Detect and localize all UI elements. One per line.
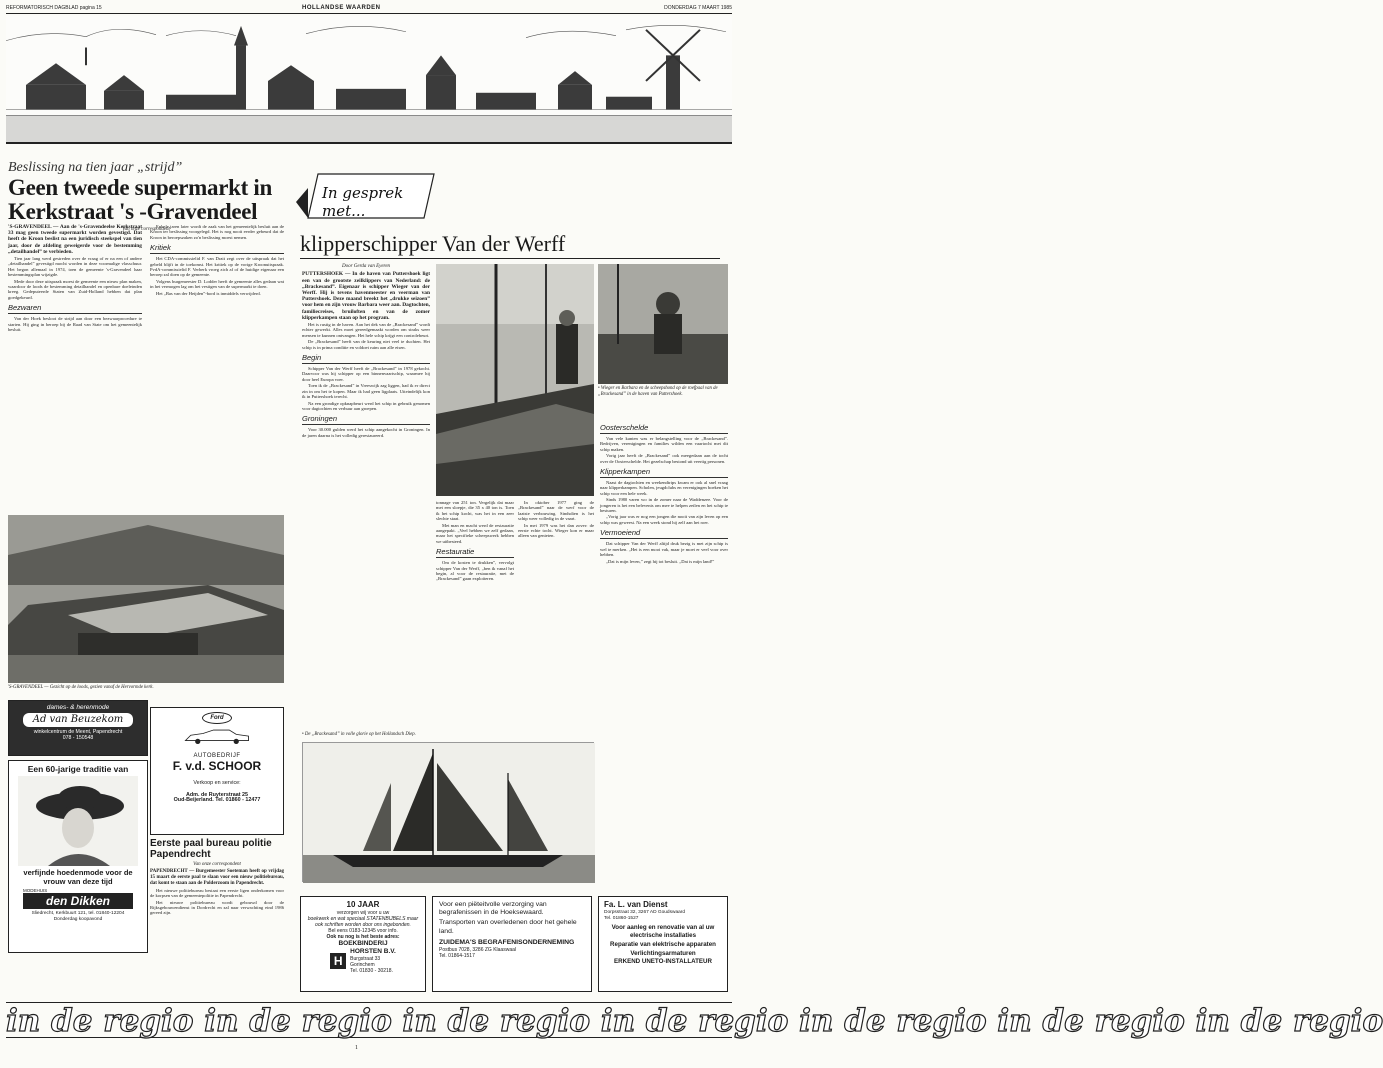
loods-photo-image [8, 515, 284, 683]
ad-line: Verlichtingsarmaturen [630, 950, 696, 958]
ad-logo: den Dikken [23, 893, 133, 909]
badge-text: In gesprek met... [322, 184, 404, 220]
article2-headline: klipperschipper Van der Werff [300, 231, 566, 256]
article1-col1 [8, 224, 142, 333]
article-paragraph: Sinds 1980 varen wo in de zomer naar de Waddenzee. Voor de jongeren is het een belevenis om mee te helpen zeilen en het schip te besturen. [600, 497, 728, 514]
photo-caption: 'S-GRAVENDEEL — Gezicht op de loods, gezien vanaf de Hervormde kerk. [8, 685, 154, 690]
article-paragraph: Het nieuwe politiebureau wordt gebouwd door de Rijksgebouwendienst in Dordrecht en zal naar verwachting eind 1986 gereed zijn. [150, 899, 284, 916]
article1-col2 [150, 224, 284, 297]
photo-barbara [598, 264, 728, 384]
ad-line: dames- & herenmode [46, 704, 110, 711]
article-paragraph: Vorig jaar heeft de „Brackesand” ook meegedaan aan de tocht over de Oosterschelde. Het gezelschap bestond uit veertig personen. [600, 453, 728, 464]
sidebar-col [600, 420, 728, 565]
article-paragraph: Tien jaar lang werd gestreden over de vraag of er na een of andere „detailhandel” gevestigd mocht worden in deze voormalige vlasschuur. Het begon allemaal in 1974, toen de gemeente 's-Gravendeel haar bestemmingsplan wijzigde. [8, 256, 142, 278]
horsten-address [350, 948, 396, 974]
ad-line: boekwerk en wat speciaal STATENBIJBELS maar ook schriften worden door ons ingebonden. [307, 916, 419, 928]
ad-logo: Ad van Beuzekom [23, 713, 133, 727]
ad-line: Burgstraat 33 [350, 956, 381, 962]
photo-schipper [436, 264, 594, 496]
page-header [6, 4, 732, 14]
article-paragraph: Toen ik de „Brackesand” in Vreeswijk zag liggen, had ik er direct zin in om het te kopen. Maar ik had geen ligplaats. Uiteindelijk kon ik in Puttershoek terecht. [302, 383, 430, 400]
ad-beuzekom[interactable] [8, 700, 148, 756]
article-paragraph: Naast de dagtochten en weekendtrips kwam er ook al snel vraag naar klipperkampen. Scholen, jeugdclubs en verenigingen boeken het schip voor een hele week. [600, 480, 728, 496]
ad-line: verzorgen wij voor u uw [336, 910, 390, 916]
article-byline: Door Gerda van Eyeren [341, 264, 391, 269]
article-paragraph: Het CDA-commissielid F. van Drait zegt over de uitspraak dat het gebeld blijft in de toekomst. Het kritiek op de vorige Kroonuitspraak. PvdA-commissielid F. Verberk vroeg zich af of de huidige eigenaar een beroep zal doen op de gemeente. [150, 256, 284, 278]
ad-line: Bel eens 0183-12345 voor info. [328, 928, 398, 934]
photo-caption: • De „Brackesand” in volle glorie op het Hollandsch Diep. [302, 732, 416, 737]
article-paragraph: tonnage van 251 ton. Vergelijk dat maar met een sloepje, die 35 x 40 ton is. Toen ik het schip kocht, was het in een zeer slechte staat. [436, 500, 514, 522]
subheading: Restauratie [436, 547, 514, 558]
subheading: Bezwaren [8, 303, 142, 314]
ad-line: ERKEND UNETO-INSTALLATEUR [614, 957, 712, 965]
subheading: Kritiek [150, 243, 284, 254]
section-title: HOLLANDSE WAARDEN [302, 5, 381, 11]
schipper-photo-image [436, 264, 594, 496]
ad-line: Ook nu nog is het beste adres: [326, 934, 400, 940]
ad-line: Voor een piëteitvolle verzorging van begrafenissen in de Hoeksewaard. [439, 901, 547, 917]
subheading: Vermoeiend [600, 528, 728, 539]
ad-line: Reparatie van elektrische apparaten [610, 941, 716, 948]
article-kicker: Beslissing na tien jaar „strijd” [8, 160, 183, 175]
article-paragraph: Het is rustig in de haven. Aan het dek van de „Brackesand” wordt echter gewerkt. Alles moet gereedgemaakt worden om straks weer mensen te kunnen ontvangen. Het hele schip krijgt een controlebeurt. [302, 322, 430, 338]
in-gesprek-badge [294, 168, 442, 226]
photo-brackesand [302, 742, 594, 882]
article-byline: Van onze correspondent [122, 227, 170, 232]
article-paragraph: Enkele jaren later wordt de zaak van het gemeentelijk besluit aan de Kroon ter beslissing voorgelegd. Het is nog nooit eerder gebeurd dat de Kroon in beroepszaken zo'n beslissing moest nemen. [150, 224, 284, 240]
ad-label: MODEHUIS [23, 888, 48, 893]
article-paragraph: Schipper Van der Werff heeft de „Brackesand” in 1978 gekocht. Daarvoor was hij schipper op een binnenvaartschip, waarmee hij door heel Europa voer. [302, 366, 430, 382]
ship-photo-image [303, 743, 595, 883]
article2-col3 [518, 500, 594, 540]
photo-loods [8, 515, 284, 683]
subheading: Klipperkampen [600, 467, 728, 478]
ad-line: BOEKBINDERIJ [338, 940, 388, 947]
ad-line: Adm. de Ruyterstraat 25 [185, 791, 248, 798]
article-paragraph: Het nieuwe politiebureau bestaat een eerste ligen onderkomen voor de korpsen van de gemeentepolitie in Papendrecht. [150, 887, 284, 899]
ad-line: Gorinchem [350, 962, 375, 968]
photo-caption: • Wieger en Barbara en de scheepshond op de roefpaal van de „Brackesand” in de haven van Puttershoek. [598, 386, 718, 397]
article-paragraph: Mede door deze uitspraak moest de gemeente een nieuw plan maken, waardoor de loods de bestemming detailhandel en openbare doeleinden kreeg. Gedeputeerde Staten van Zuid-Holland hebben dat plan goedgekeurd. [8, 278, 142, 300]
ad-address: Postbus 7028, 3286 ZG Klaaswaal [439, 947, 516, 954]
ad-line: winkelcentrum de Meent, Papendrecht [33, 729, 123, 736]
ad-phone: Tel. 01860-1527 [604, 915, 639, 921]
landscape-drawing [6, 16, 732, 142]
politie-lead: PAPENDRECHT — Burgemeester Soeteman heeft op vrijdag 15 maart de eerste paal te slaan voor een nieuw politiebureau, dat komt te staan aan de Polderzoom in Papendrecht. [150, 869, 284, 886]
ad-name: F. v.d. SCHOOR [172, 759, 262, 774]
ad-name: HORSTEN B.V. [350, 948, 396, 955]
ad-slogan: verfijnde hoedenmode voor de vrouw van deze tijd [23, 868, 133, 886]
article2-col2 [436, 500, 514, 583]
banner-illustration [6, 16, 732, 144]
ad-phone: Tel. 01864-1517 [439, 953, 475, 960]
hat-woman-illustration [18, 776, 138, 866]
article-paragraph: „Vorig jaar was er nog een jongen die nooit van zijn leven op een schip was geweest. Na een week stond hij zelf aan het roer. [600, 514, 728, 525]
article-lead: 'S-GRAVENDEEL — Aan de 's-Gravendeelse Kerkstraat 33 mag geen tweede supermarkt worden gevestigd. Dat heeft de Kroon beslist na een juridisch steekspel van tien jaar, door de afdeling geweigerde voor de bestemming „detailhandel” te verbieden. [8, 224, 142, 255]
ad-name: ZUIDEMA'S BEGRAFENISONDERNEMING [439, 938, 575, 946]
ad-line: Voor aanleg en renovatie van al uw electrische installaties [611, 924, 715, 939]
ad-zuidema[interactable] [432, 896, 592, 992]
article-politie [150, 838, 284, 917]
ad-horsten[interactable] [300, 896, 426, 992]
ad-phone: 078 - 150548 [62, 734, 94, 741]
article-paragraph: Het „Bas van der Heijden”-bord is inmiddels verwijderd. [156, 290, 261, 296]
horsten-logo-row [301, 948, 425, 974]
ad-line: Donderdag koopavond [53, 916, 103, 922]
politie-byline: Van onze correspondent [193, 862, 241, 867]
ad-den-dikken[interactable] [8, 760, 148, 953]
footer-text: in de regio in de regio in de regio in de regio in de regio in de regio in de regio [6, 1003, 1383, 1039]
article-paragraph: „Dat is mijn leven,” zegt hij tot besluit. „Dat is mijn land!” [606, 558, 715, 564]
ad-ford-schoor[interactable] [150, 707, 284, 835]
subheading: Begin [302, 353, 430, 364]
article-paragraph: In oktober 1977 ging de „Brackesand” naar de werf voor de laatste verbouwing. Sindsdien is het schip weer volledig in de vaart. [518, 500, 594, 522]
ad-line: Oud-Beijerland. Tel. 01860 - 12477 [173, 797, 261, 804]
ad-address: Sliedrecht, Kerkbuurt 121, tel. 01840-12204 [31, 911, 125, 917]
horsten-logo-icon: H [330, 953, 346, 969]
ad-line: Transporten van overledenen door het gehele land. [439, 919, 577, 935]
barbara-photo-image [598, 264, 728, 384]
article-paragraph: In mei 1979 was het dan zover: de eerste echte tocht. Wieger kon er maar alleen van genieten. [518, 522, 594, 539]
politie-headline: Eerste paal bureau politie Papendrecht [150, 838, 272, 860]
issue-date: DONDERDAG 7 MAART 1985 [664, 5, 732, 11]
footer-banner [6, 1002, 1383, 1039]
article-paragraph: De „Brackesand” heeft van de keuring niet veel te duchten. Het schip is in prima conditie en voldoet ruim aan alle eisen. [302, 339, 430, 350]
car-icon [182, 728, 252, 746]
rule [300, 258, 720, 259]
article-paragraph: Na een grondige opknapbeurt werd het schip in gebruik genomen voor dagtochten en verhuur aan groepen. [302, 400, 430, 411]
subheading: Groningen [302, 414, 430, 425]
ad-address: Dorpsstraat 32, 3267 AD Goudswaard [604, 910, 686, 915]
ford-logo: Ford [202, 712, 232, 724]
ad-title: AUTOBEDRIJF [193, 753, 241, 759]
ad-van-dienst[interactable] [598, 896, 728, 992]
article-paragraph: Volgens burgemeester D. Lodder heeft de gemeente alles gedaan wat in het vermogen lag om het vestigen van de supermarkt te doen. [150, 278, 284, 290]
ad-line: 10 JAAR [346, 900, 380, 909]
ad-line: Verkoop en service: [193, 780, 241, 787]
article-paragraph: Dat schipper Van der Werff altijd druk bezig is met zijn schip is wel te merken. „Het is een mooi vak, maar je moet er veel voor over hebben. [600, 541, 728, 558]
article-lead: PUTTERSHOEK — In de haven van Puttershoek ligt een van de grootste zeilklippers van Nederland: de „Brackesand”. Eigenaar is schipper Wieger van der Werff. Hij is tevens havenmeester en veerman van Puttershoek. Deze maand breekt het „drukke seizoen” voor hem en zijn vrouw Barbara weer aan. Dagtochten, familiecreises, bruiloften en van de zomer klipperkampen staan op het program. [302, 271, 430, 321]
subheading: Oosterschelde [600, 423, 728, 434]
ad-phone: Tel. 01830 - 30218. [350, 968, 393, 974]
article-headline: Geen tweede supermarkt in Kerkstraat 's -Gravendeel [8, 175, 272, 224]
ad-title: Een 60-jarige traditie van [27, 764, 129, 774]
article-paragraph: Met man en macht werd de restauratie aangepakt. „Veel hebben we zelf gedaan, maar het specifieke scheepswerk hebben we uitbesteed. [436, 522, 514, 544]
article-paragraph: Voor 30.000 gulden werd het schip aangekocht in Groningen. In de jaren daarna is het volledig gerestaureerd. [302, 427, 430, 438]
article-paragraph: Van vele kanten was er belangstelling voor de „Brackesand”. Bedrijven, verenigingen en families wilden een vaartocht met dit schip maken. [600, 436, 728, 452]
article2-col1 [302, 264, 430, 439]
ad-name: Fa. L. van Dienst [604, 900, 668, 909]
page-mark: 1 [355, 1045, 358, 1051]
article-paragraph: Van der Hoek besloot de strijd aan door een bezwaarprocedure te starten. Hij ging in beroep bij de Raad van State om het gemeentelijk besluit. [8, 316, 142, 333]
paper-name: REFORMATORISCH DAGBLAD pagina 15 [6, 5, 102, 11]
article-paragraph: Om de kosten te drukken”, vervolgt schipper Van der Werff, „ben ik vanaf het begin, al voor de restauratie, met de „Brackesand” gaan exploiteren. [436, 560, 514, 582]
